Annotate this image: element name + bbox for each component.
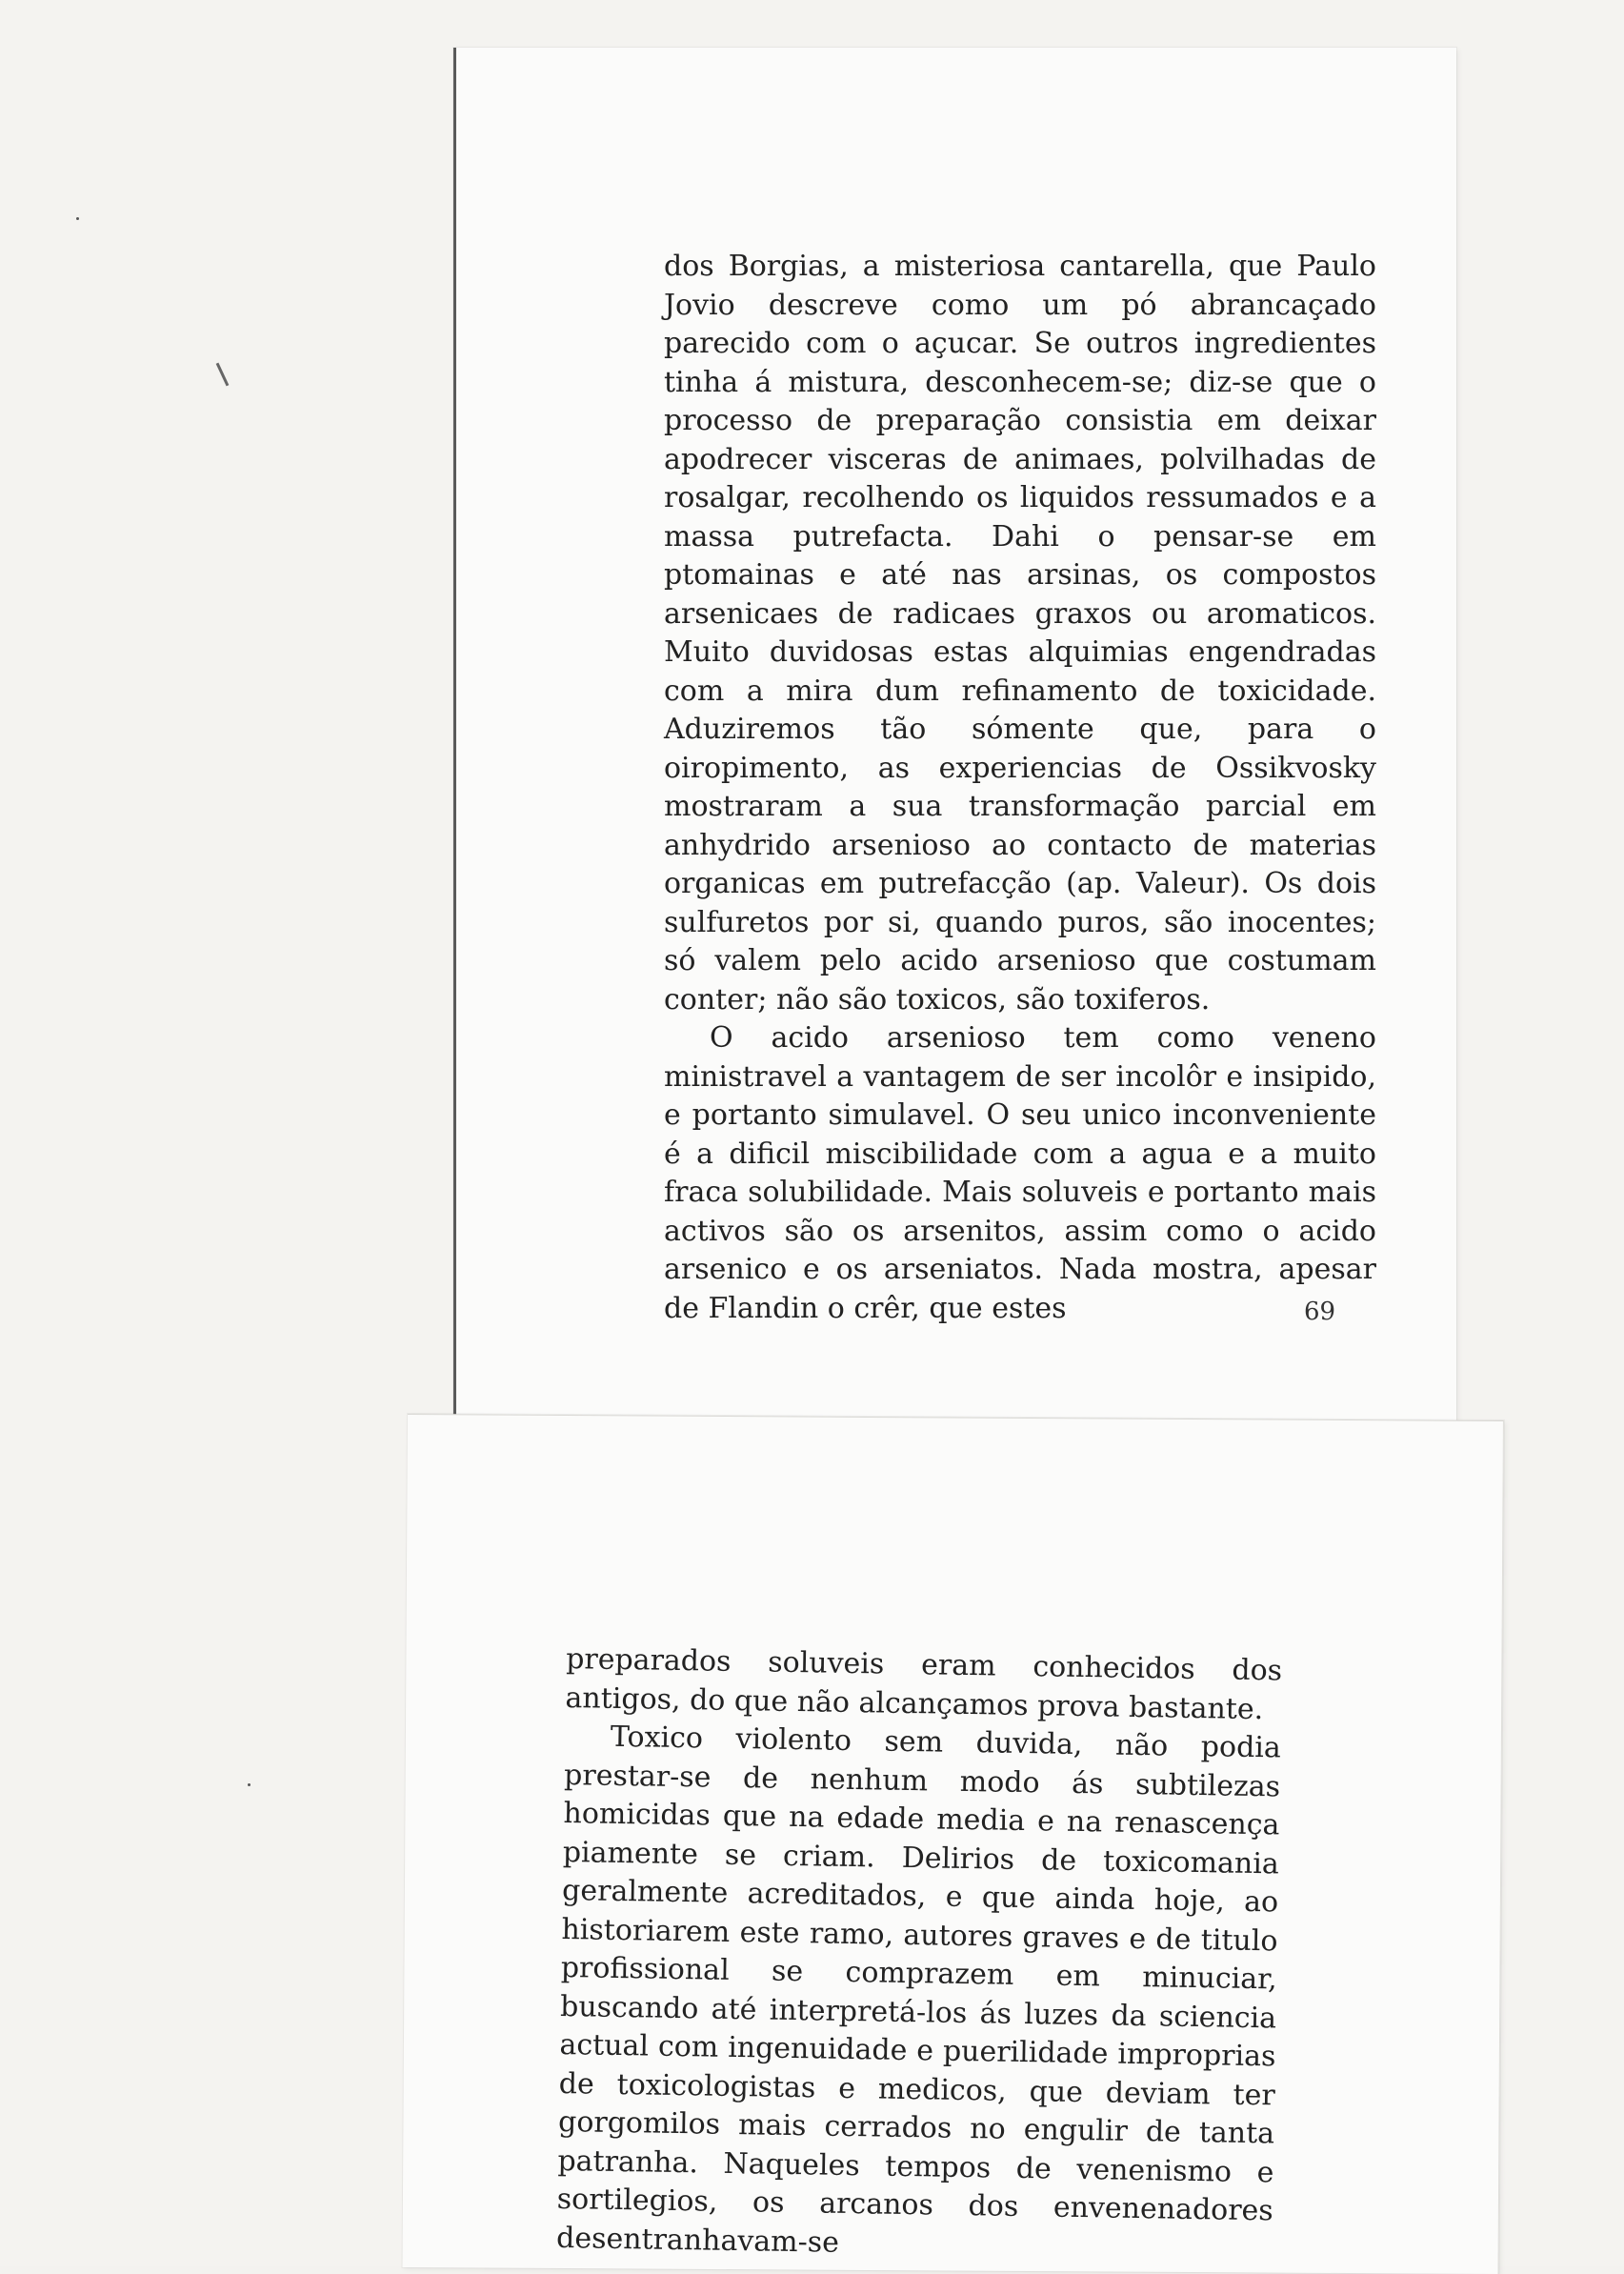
body-text-top bbox=[664, 248, 1376, 1328]
paragraph: dos Borgias, a misteriosa cantarella, que Paulo Jovio descreve como um pó abrancaçado parecido com o açucar. Se outros ingredientes tinha á mistura, desconhecem-se; diz-se que o processo de preparação consistia em deixar apodrecer visceras de animaes, polvilhadas de rosalgar, recolhendo os liquidos ressumados e a massa putrefacta. Dahi o pensar-se em ptomainas e até nas arsinas, os compostos arsenicaes de radicaes graxos ou aromaticos. Muito duvidosas estas alquimias engendradas com a mira dum refinamento de toxicidade. Aduziremos tão sómente que, para o oiropimento, as experiencias de Ossikvosky mostraram a sua transformação parcial em anhydrido arsenioso ao contacto de materias organicas em putrefacção (ap. Valeur). Os dois sulfuretos por si, quando puros, são inocentes; só valem pelo acido arsenioso que costumam conter; não são toxicos, são toxiferos. bbox=[664, 250, 1376, 1016]
scan-speck bbox=[248, 1783, 251, 1786]
scan-mark bbox=[216, 363, 230, 387]
paragraph: preparados soluveis eram conhecidos dos antigos, do que não alcançamos prova bastante. bbox=[565, 1642, 1283, 1726]
paragraph: Toxico violento sem duvida, não podia prestar-se de nenhum modo ás subtilezas homicidas que na edade media e na renascença piamente se criam. Delirios de toxicomania geralmente acreditados, e que ainda hoje, ao historiarem este ramo, autores graves e de titulo profissional se comprazem em minuciar, buscando até interpretá-los ás luzes da sciencia actual com ingenuidade e puerilidade improprias de toxicologistas e medicos, que deviam ter gorgomilos mais cerrados no engulir de tanta patranha. Naqueles tempos de venenismo e sortilegios, os arcanos dos envenenadores desentranhavam-se bbox=[555, 1720, 1282, 2260]
scan-speck bbox=[76, 217, 79, 220]
clipping-page-69 bbox=[453, 48, 1456, 1448]
clipping-continuation bbox=[403, 1414, 1504, 2274]
body-text-bottom bbox=[556, 1640, 1283, 2269]
paragraph: O acido arsenioso tem como veneno ministravel a vantagem de ser incolôr e insipido, e portanto simulavel. O seu unico inconveniente é a dificil miscibilidade com a agua e a muito fraca solubilidade. Mais soluveis e portanto mais activos são os arsenitos, assim como o acido arsenico e os arseniatos. Nada mostra, apesar de Flandin o crêr, que estes bbox=[664, 1021, 1376, 1325]
page-number: 69 bbox=[1304, 1298, 1336, 1326]
